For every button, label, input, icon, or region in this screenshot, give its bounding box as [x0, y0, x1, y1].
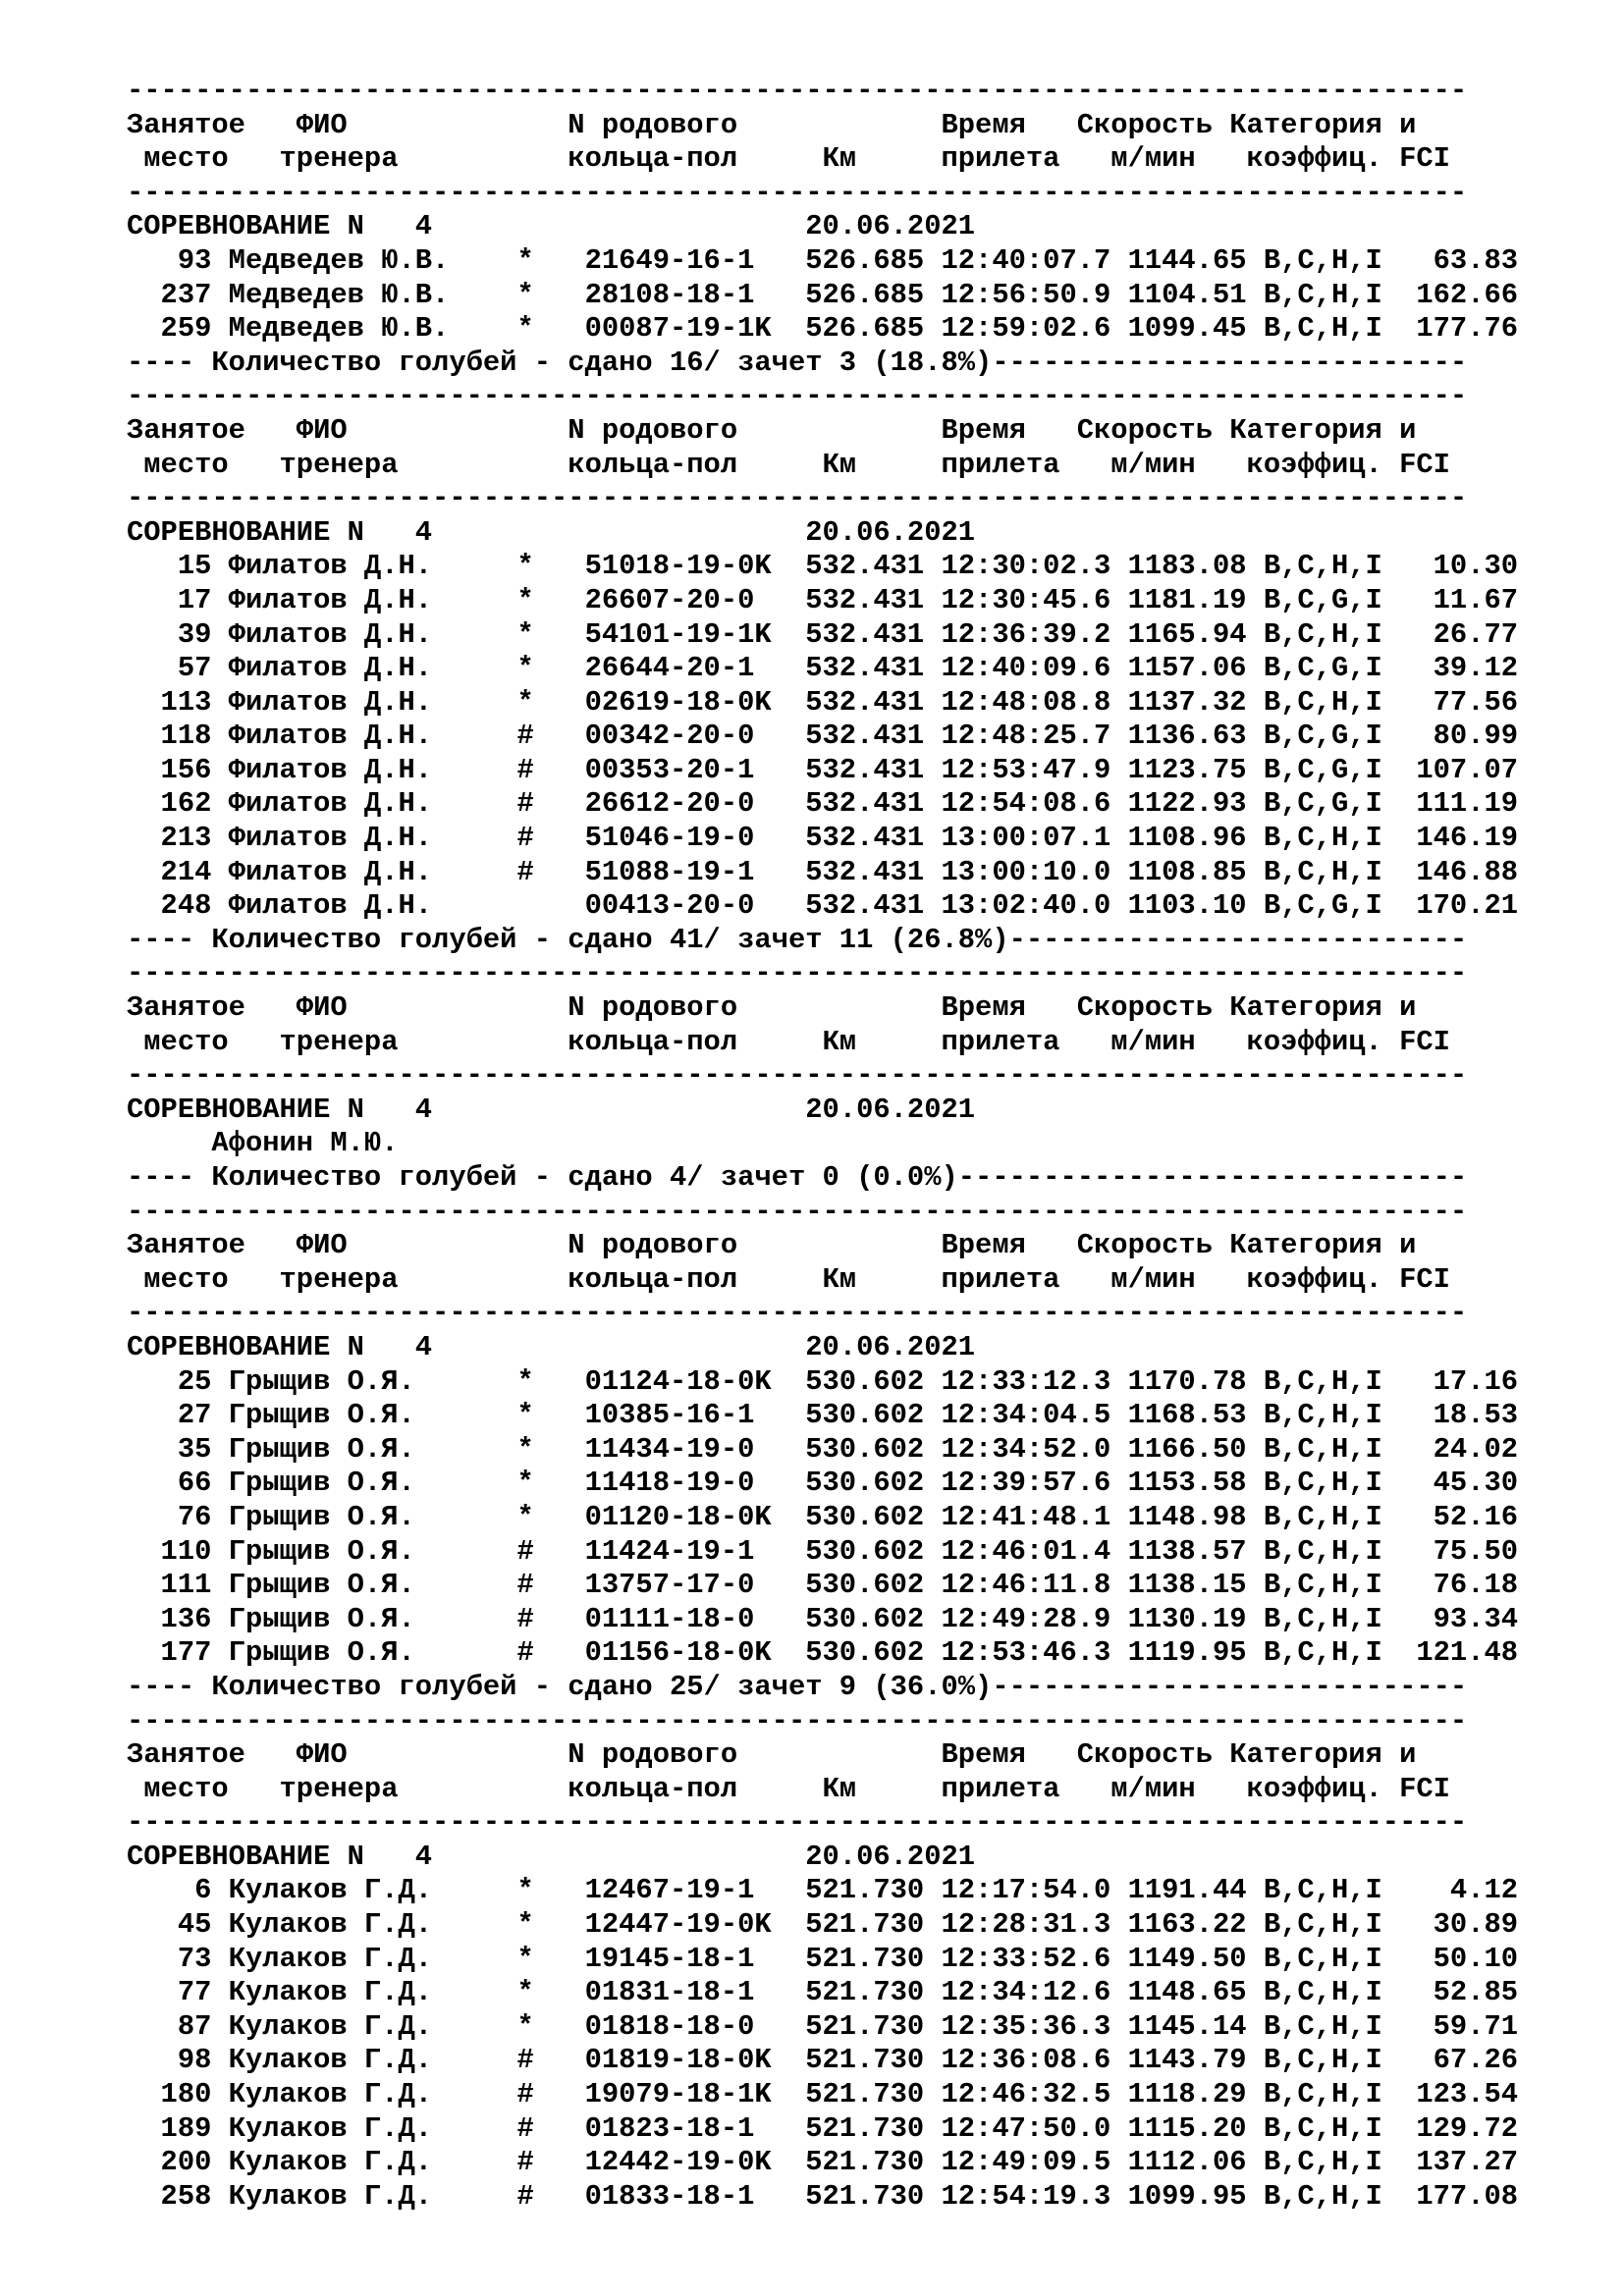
result-row: 17 Филатов Д.Н. * 26607-20-0 532.431 12:30:45.6 1181.19 B,C,G,I 11.67 [127, 583, 1519, 616]
result-row: 6 Кулаков Г.Д. * 12467-19-1 521.730 12:17:54.0 1191.44 B,C,H,I 4.12 [127, 1874, 1519, 1907]
rule-mid: ------------------------------------------------------------------------------- [127, 176, 1468, 209]
rule-top: ------------------------------------------------------------------------------- [127, 957, 1468, 990]
summary-line: ---- Количество голубей - сдано 16/ зачет 3 (18.8%)---------------------------- [127, 346, 1468, 379]
result-row: 93 Медведев Ю.В. * 21649-16-1 526.685 12:40:07.7 1144.65 B,C,H,I 63.83 [127, 243, 1519, 277]
summary-line: ---- Количество голубей - сдано 41/ зачет 11 (26.8%)--------------------------- [127, 923, 1468, 956]
result-row: 118 Филатов Д.Н. # 00342-20-0 532.431 12:48:25.7 1136.63 B,C,G,I 80.99 [127, 720, 1519, 753]
column-header-line-2: место тренера кольца-пол Км прилета м/мин коэффиц. FCI [127, 448, 1450, 481]
competition-line: СОРЕВНОВАНИЕ N 4 20.06.2021 [127, 210, 976, 243]
column-header-line-1: Занятое ФИО N родового Время Скорость Категория и [127, 108, 1417, 141]
rule-top: ------------------------------------------------------------------------------- [127, 1195, 1468, 1228]
result-row: 76 Грыщив О.Я. * 01120-18-0K 530.602 12:41:48.1 1148.98 B,C,H,I 52.16 [127, 1500, 1519, 1533]
column-header-line-2: место тренера кольца-пол Км прилета м/мин коэффиц. FCI [127, 1772, 1450, 1805]
column-header-line-1: Занятое ФИО N родового Время Скорость Категория и [127, 991, 1417, 1025]
column-header-line-1: Занятое ФИО N родового Время Скорость Категория и [127, 413, 1417, 447]
result-row: 248 Филатов Д.Н. 00413-20-0 532.431 13:02:40.0 1103.10 B,C,G,I 170.21 [127, 889, 1519, 923]
column-header-line-1: Занятое ФИО N родового Время Скорость Категория и [127, 1738, 1417, 1772]
result-row: 45 Кулаков Г.Д. * 12447-19-0K 521.730 12:28:31.3 1163.22 B,C,H,I 30.89 [127, 1908, 1519, 1942]
results-document [127, 75, 1599, 2214]
rule-top: ------------------------------------------------------------------------------- [127, 1704, 1468, 1737]
result-row: 98 Кулаков Г.Д. # 01819-18-0K 521.730 12:36:08.6 1143.79 B,C,H,I 67.26 [127, 2044, 1519, 2077]
result-row: 258 Кулаков Г.Д. # 01833-18-1 521.730 12:54:19.3 1099.95 B,C,H,I 177.08 [127, 2179, 1519, 2213]
column-header-line-2: место тренера кольца-пол Км прилета м/мин коэффиц. FCI [127, 142, 1450, 176]
rule-top: ------------------------------------------------------------------------------- [127, 380, 1468, 413]
result-row: 57 Филатов Д.Н. * 26644-20-1 532.431 12:40:09.6 1157.06 B,C,G,I 39.12 [127, 652, 1519, 685]
result-row: 259 Медведев Ю.В. * 00087-19-1K 526.685 12:59:02.6 1099.45 B,C,H,I 177.76 [127, 312, 1519, 346]
result-row: 73 Кулаков Г.Д. * 19145-18-1 521.730 12:33:52.6 1149.50 B,C,H,I 50.10 [127, 1942, 1519, 1975]
result-row: 156 Филатов Д.Н. # 00353-20-1 532.431 12:53:47.9 1123.75 B,C,G,I 107.07 [127, 753, 1519, 786]
result-row: 39 Филатов Д.Н. * 54101-19-1K 532.431 12:36:39.2 1165.94 B,C,H,I 26.77 [127, 617, 1519, 651]
rule-mid: ------------------------------------------------------------------------------- [127, 1806, 1468, 1840]
result-row: 180 Кулаков Г.Д. # 19079-18-1K 521.730 12:46:32.5 1118.29 B,C,H,I 123.54 [127, 2078, 1519, 2111]
result-row: 200 Кулаков Г.Д. # 12442-19-0K 521.730 12:49:09.5 1112.06 B,C,H,I 137.27 [127, 2146, 1519, 2179]
rule-top: ------------------------------------------------------------------------------- [127, 75, 1468, 107]
result-row: 213 Филатов Д.Н. # 51046-19-0 532.431 13:00:07.1 1108.96 B,C,H,I 146.19 [127, 822, 1519, 855]
result-row: Афонин М.Ю. [127, 1127, 399, 1160]
result-row: 136 Грыщив О.Я. # 01111-18-0 530.602 12:49:28.9 1130.19 B,C,H,I 93.34 [127, 1602, 1519, 1635]
result-row: 110 Грыщив О.Я. # 11424-19-1 530.602 12:46:01.4 1138.57 B,C,H,I 75.50 [127, 1534, 1519, 1568]
result-row: 214 Филатов Д.Н. # 51088-19-1 532.431 13:00:10.0 1108.85 B,C,H,I 146.88 [127, 855, 1519, 888]
rule-mid: ------------------------------------------------------------------------------- [127, 1059, 1468, 1093]
result-row: 113 Филатов Д.Н. * 02619-18-0K 532.431 12:48:08.8 1137.32 B,C,H,I 77.56 [127, 685, 1519, 719]
result-row: 27 Грыщив О.Я. * 10385-16-1 530.602 12:34:04.5 1168.53 B,C,H,I 18.53 [127, 1399, 1519, 1432]
result-row: 77 Кулаков Г.Д. * 01831-18-1 521.730 12:34:12.6 1148.65 B,C,H,I 52.85 [127, 1976, 1519, 2009]
result-row: 111 Грыщив О.Я. # 13757-17-0 530.602 12:46:11.8 1138.15 B,C,H,I 76.18 [127, 1569, 1519, 1602]
result-row: 25 Грыщив О.Я. * 01124-18-0K 530.602 12:33:12.3 1170.78 B,C,H,I 17.16 [127, 1364, 1519, 1398]
competition-line: СОРЕВНОВАНИЕ N 4 20.06.2021 [127, 515, 976, 549]
competition-line: СОРЕВНОВАНИЕ N 4 20.06.2021 [127, 1093, 976, 1126]
result-row: 87 Кулаков Г.Д. * 01818-18-0 521.730 12:35:36.3 1145.14 B,C,H,I 59.71 [127, 2009, 1519, 2043]
result-row: 162 Филатов Д.Н. # 26612-20-0 532.431 12:54:08.6 1122.93 B,C,G,I 111.19 [127, 787, 1519, 821]
rule-mid: ------------------------------------------------------------------------------- [127, 1297, 1468, 1330]
column-header-line-1: Занятое ФИО N родового Время Скорость Категория и [127, 1229, 1417, 1262]
result-row: 15 Филатов Д.Н. * 51018-19-0K 532.431 12:30:02.3 1183.08 B,C,H,I 10.30 [127, 550, 1519, 583]
rule-mid: ------------------------------------------------------------------------------- [127, 482, 1468, 515]
summary-line: ---- Количество голубей - сдано 4/ зачет 0 (0.0%)------------------------------ [127, 1161, 1468, 1194]
result-row: 237 Медведев Ю.В. * 28108-18-1 526.685 12:56:50.9 1104.51 B,C,H,I 162.66 [127, 278, 1519, 311]
result-row: 35 Грыщив О.Я. * 11434-19-0 530.602 12:34:52.0 1166.50 B,C,H,I 24.02 [127, 1432, 1519, 1466]
competition-line: СОРЕВНОВАНИЕ N 4 20.06.2021 [127, 1840, 976, 1873]
competition-line: СОРЕВНОВАНИЕ N 4 20.06.2021 [127, 1330, 976, 1363]
column-header-line-2: место тренера кольца-пол Км прилета м/мин коэффиц. FCI [127, 1262, 1450, 1296]
result-row: 66 Грыщив О.Я. * 11418-19-0 530.602 12:39:57.6 1153.58 B,C,H,I 45.30 [127, 1467, 1519, 1500]
column-header-line-2: место тренера кольца-пол Км прилета м/мин коэффиц. FCI [127, 1025, 1450, 1058]
summary-line: ---- Количество голубей - сдано 25/ зачет 9 (36.0%)---------------------------- [127, 1670, 1468, 1703]
result-row: 177 Грыщив О.Я. # 01156-18-0K 530.602 12:53:46.3 1119.95 B,C,H,I 121.48 [127, 1636, 1519, 1670]
result-row: 189 Кулаков Г.Д. # 01823-18-1 521.730 12:47:50.0 1115.20 B,C,H,I 129.72 [127, 2111, 1519, 2145]
